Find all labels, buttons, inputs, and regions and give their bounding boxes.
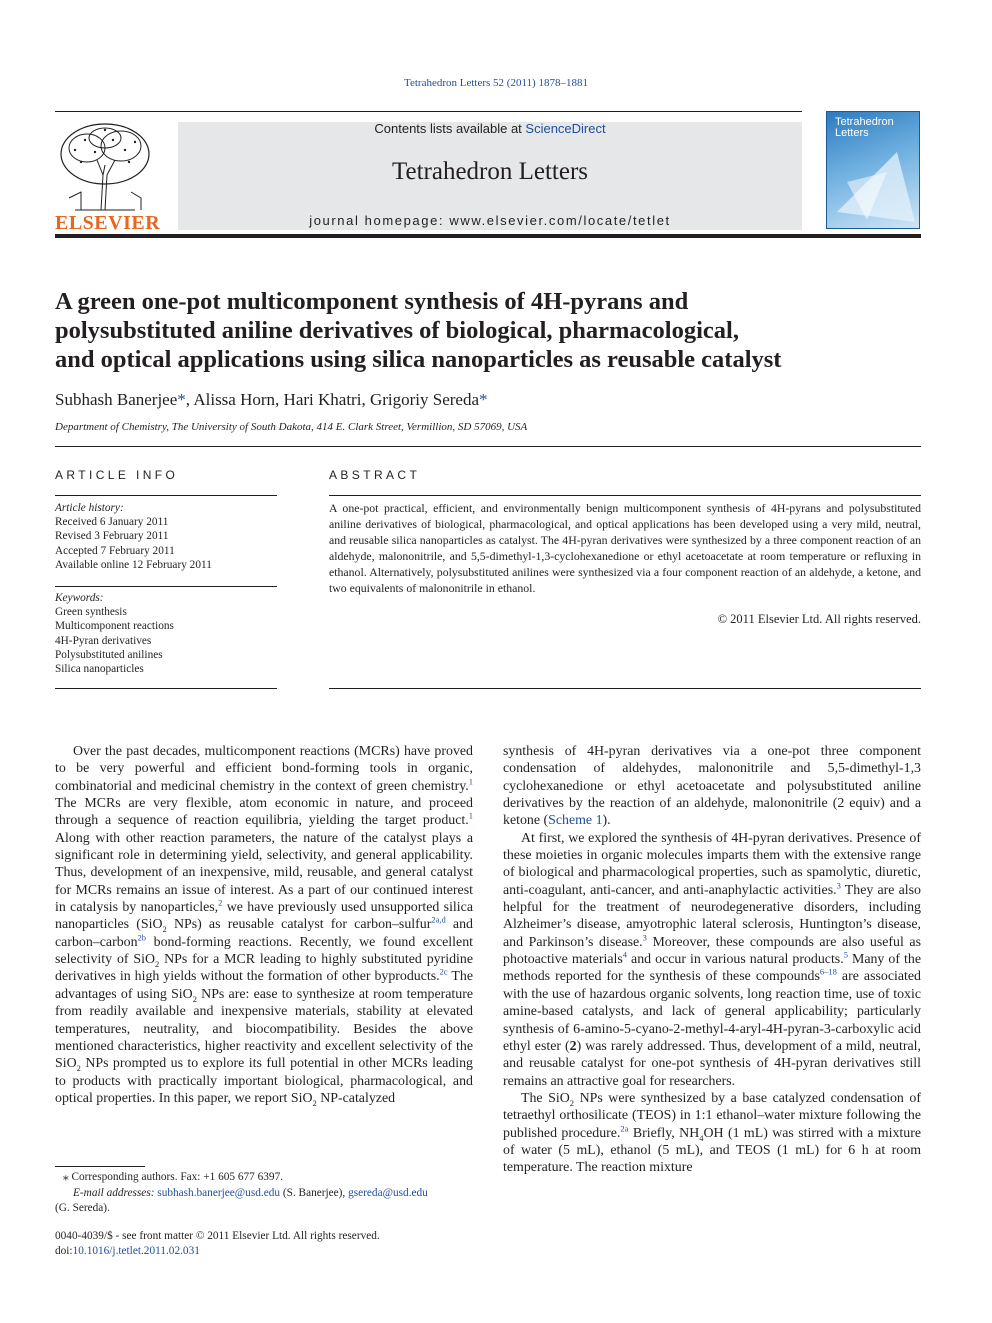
title-line-1: A green one-pot multicomponent synthesis of 4H-pyrans and: [55, 288, 689, 315]
reference-link[interactable]: 2: [218, 897, 223, 908]
history-item: Accepted 7 February 2011: [55, 544, 175, 557]
abstract-rule: [329, 495, 921, 496]
history-label: Article history:: [55, 502, 124, 514]
issn-line: 0040-4039/$ - see front matter © 2011 Elsevier Ltd. All rights reserved.: [55, 1230, 380, 1242]
body-paragraph: At first, we explored the synthesis of 4H-pyran derivatives. Presence of these moieties in organic molecules imparts them with the extensive range of biological and pharmacological properties, such as spamolytic, diuretic, anti-coagulant, anti-cancer, and anti-anaphylactic activities.$^3$ They are also helpful for the treatment of neurodegenerative disorders, including Alzheimer’s disease, amyotrophic lateral sclerosis, Huntington’s disease, and Parkinson’s disease.$^3$ Moreover, these compounds are also useful as photoactive materials$^4$ and occur in various natural products.$^5$ Many of the methods reported for the synthesis of these compounds$^{6-18}$ are associated with the use of hazardous organic solvents, long reaction time, use of toxic amine-based catalysts, and lack of general applicability; particularly synthesis of 6-amino-5-cyano-2-methyl-4-aryl-4H-pyran-3-carboxylic acid ethyl ester (2) was rarely addressed. Thus, development of a mild, neutral, and reusable catalyst for one-pot synthesis of 4H-pyran derivatives still remains an attractive goal for researchers.: [503, 830, 922, 1089]
doi-link[interactable]: 10.1016/j.tetlet.2011.02.031: [72, 1245, 200, 1257]
footnote-emails: E-mail addresses: subhash.banerjee@usd.edu (S. Banerjee), gsereda@usd.edu: [73, 1186, 428, 1199]
journal-cover-thumbnail[interactable]: [826, 111, 920, 229]
author-name: Alissa Horn: [193, 390, 276, 409]
body-column-left: [55, 743, 473, 1107]
sciencedirect-link[interactable]: ScienceDirect: [525, 121, 606, 136]
reference-link[interactable]: 1: [468, 810, 473, 821]
homepage-label: journal homepage:: [309, 213, 450, 228]
reference-link[interactable]: 2a,d: [431, 914, 446, 925]
journal-title: Tetrahedron Letters: [391, 158, 589, 185]
journal-homepage: [178, 213, 802, 228]
cover-graphic: [827, 142, 919, 228]
reference-link[interactable]: 2c: [439, 966, 448, 977]
elsevier-wordmark: ELSEVIER: [55, 212, 161, 234]
keywords: [55, 591, 277, 676]
keyword-item: Multicomponent reactions: [55, 620, 174, 633]
history-item: Received 6 January 2011: [55, 516, 169, 529]
footnote-fax: ⁎ Corresponding authors. Fax: +1 605 677 6397.: [63, 1171, 284, 1183]
author-name: Grigoriy Sereda: [369, 390, 479, 409]
footnote-owner: (G. Sereda).: [55, 1202, 110, 1214]
history-item: Revised 3 February 2011: [55, 530, 169, 543]
email-link[interactable]: gsereda@usd.edu: [348, 1186, 428, 1199]
info-rule: [55, 586, 277, 587]
doi-line: doi:10.1016/j.tetlet.2011.02.031: [55, 1245, 200, 1257]
body-column-right: [503, 743, 921, 1177]
contents-prefix: Contents lists available at: [374, 121, 526, 136]
abstract-copyright: © 2011 Elsevier Ltd. All rights reserved.: [717, 612, 921, 626]
keyword-item: 4H-Pyran derivatives: [55, 634, 152, 647]
body-paragraph: synthesis of 4H-pyran derivatives via a one-pot three component condensation of aldehydes, malononitrile and 5,5-dimethyl-1,3 cyclohexanedione or ethyl acetoacetate and polysubstituted aniline derivatives by the reaction of an aldehyde, malononitrile (2 equiv) and a ketone (Scheme 1).: [503, 744, 921, 829]
article-title: [55, 287, 921, 374]
scheme-link[interactable]: Scheme 1: [548, 813, 603, 829]
reference-link[interactable]: 3: [836, 880, 841, 891]
journal-citation[interactable]: Tetrahedron Letters 52 (2011) 1878–1881: [404, 77, 588, 89]
header-thick-rule: [55, 234, 921, 238]
cover-title-line1: Tetrahedron: [835, 116, 894, 128]
reference-link[interactable]: 6–18: [819, 966, 837, 977]
header-rule: [55, 111, 802, 112]
affiliation: Department of Chemistry, The University of South Dakota, 414 E. Clark Street, Vermillion, SD 57069, USA: [55, 421, 528, 433]
abstract-text: A one-pot practical, efficient, and environmentally benign multicomponent synthesis of 4H-pyrans and polysubstituted aniline derivatives of biological, pharmacological, and optical applications has been developed using a very mild, neutral, and reusable silica nanoparticles as catalyst. The 4H-pyran derivatives were synthesized by a three component reaction of an aldehyde, malononitrile, and 5,5-dimethyl-1,3-cyclohexanedione or ethyl acetoacetate at room temperature or refluxing in ethanol. Alternatively, polysubstituted anilines were synthesized via a four component reaction of an aldehyde, a ketone, and two equivalents of malononitrile in ethanol.: [329, 501, 921, 596]
info-rule: [55, 688, 277, 689]
corresponding-author-footnote: [55, 1170, 473, 1217]
title-line-3: and optical applications using silica nanoparticles as reusable catalyst: [55, 346, 782, 373]
title-line-2: polysubstituted aniline derivatives of biological, pharmacological,: [55, 317, 739, 344]
author-list: Subhash Banerjee*, Alissa Horn, Hari Khatri, Grigoriy Sereda*: [55, 390, 488, 409]
body-paragraph: Over the past decades, multicomponent reactions (MCRs) have proved to be very powerful and efficient bond-forming tools in organic, combinatorial and medicinal chemistry in the context of green chemistry.$^1$ The MCRs are very flexible, atom economic in nature, and proceed through a sequence of reaction equilibria, yielding the target product.$^1$ Along with other reaction parameters, the nature of the catalyst plays a significant role in determining yield, selectivity, and general applicability. Thus, development of an inexpensive, mild, reusable, and general catalyst for MCRs remains an issue of interest. As a part of our continued interest in catalysis by nanoparticles,$^2$ we have previously used unsupported silica nanoparticles (SiO$_2$ NPs) as reusable catalyst for carbon–sulfur$^{2a,d}$ and carbon–carbon$^{2b}$ bond-forming reactions. Recently, we found excellent selectivity of SiO$_2$ NPs for a MCR leading to highly substituted pyridine derivatives in high yields without the formation of other byproducts.$^{2c}$ The advantages of using SiO$_2$ NPs are: ease to synthesize at room temperature from readily available and inexpensive materials, stability at elevated temperatures, neutrality, and biocompatibility. Besides the above mentioned characteristics, higher reactivity and excellent selectivity of the SiO$_2$ NPs prompted us to explore its full potential in other MCRs leading to products with practically important biological, pharmacological, and optical properties. In this paper, we report SiO$_2$ NP-catalyzed: [55, 744, 473, 1108]
keyword-item: Silica nanoparticles: [55, 663, 144, 676]
author-name: Hari Khatri: [283, 390, 362, 409]
homepage-url[interactable]: www.elsevier.com/locate/tetlet: [449, 213, 671, 228]
reference-link[interactable]: 1: [468, 776, 473, 787]
footnote-rule: [55, 1166, 145, 1167]
reference-link[interactable]: 3: [642, 932, 647, 943]
body-paragraph: The SiO$_2$ NPs were synthesized by a base catalyzed condensation of tetraethyl orthosilicate (TEOS) in 1:1 ethanol–water mixture following the published procedure.$^{2a}$ Briefly, $NH_4OH$ (1 mL) was stirred with a mixture of water (5 mL), ethanol (5 mL), and TEOS (1 mL) for 6 h at room temperature. The reaction mixture: [503, 1090, 921, 1176]
abstract-heading: ABSTRACT: [329, 468, 421, 482]
contents-availability: [178, 121, 802, 136]
keywords-label: Keywords:: [55, 592, 104, 604]
reference-link[interactable]: 5: [843, 949, 848, 960]
front-matter-info: [55, 1229, 473, 1259]
reference-link[interactable]: 2b: [137, 932, 147, 943]
keyword-item: Green synthesis: [55, 606, 127, 619]
article-history: [55, 501, 277, 572]
email-link[interactable]: subhash.banerjee@usd.edu: [157, 1186, 281, 1199]
compound-number[interactable]: 2: [569, 1038, 577, 1054]
keyword-item: Polysubstituted anilines: [55, 648, 163, 661]
cover-title-line2: Letters: [835, 127, 869, 139]
info-rule: [55, 495, 277, 496]
article-info-heading: ARTICLE INFO: [55, 468, 179, 482]
cover-title: [835, 117, 894, 139]
abstract-rule: [329, 688, 921, 689]
history-item: Available online 12 February 2011: [55, 558, 212, 571]
author-name: Subhash Banerjee: [55, 390, 178, 409]
corresponding-author-mark[interactable]: *: [177, 390, 186, 409]
corresponding-author-mark[interactable]: *: [479, 390, 488, 409]
reference-link[interactable]: 2a: [620, 1122, 629, 1133]
reference-link[interactable]: 4: [622, 949, 627, 960]
section-rule: [55, 446, 921, 447]
